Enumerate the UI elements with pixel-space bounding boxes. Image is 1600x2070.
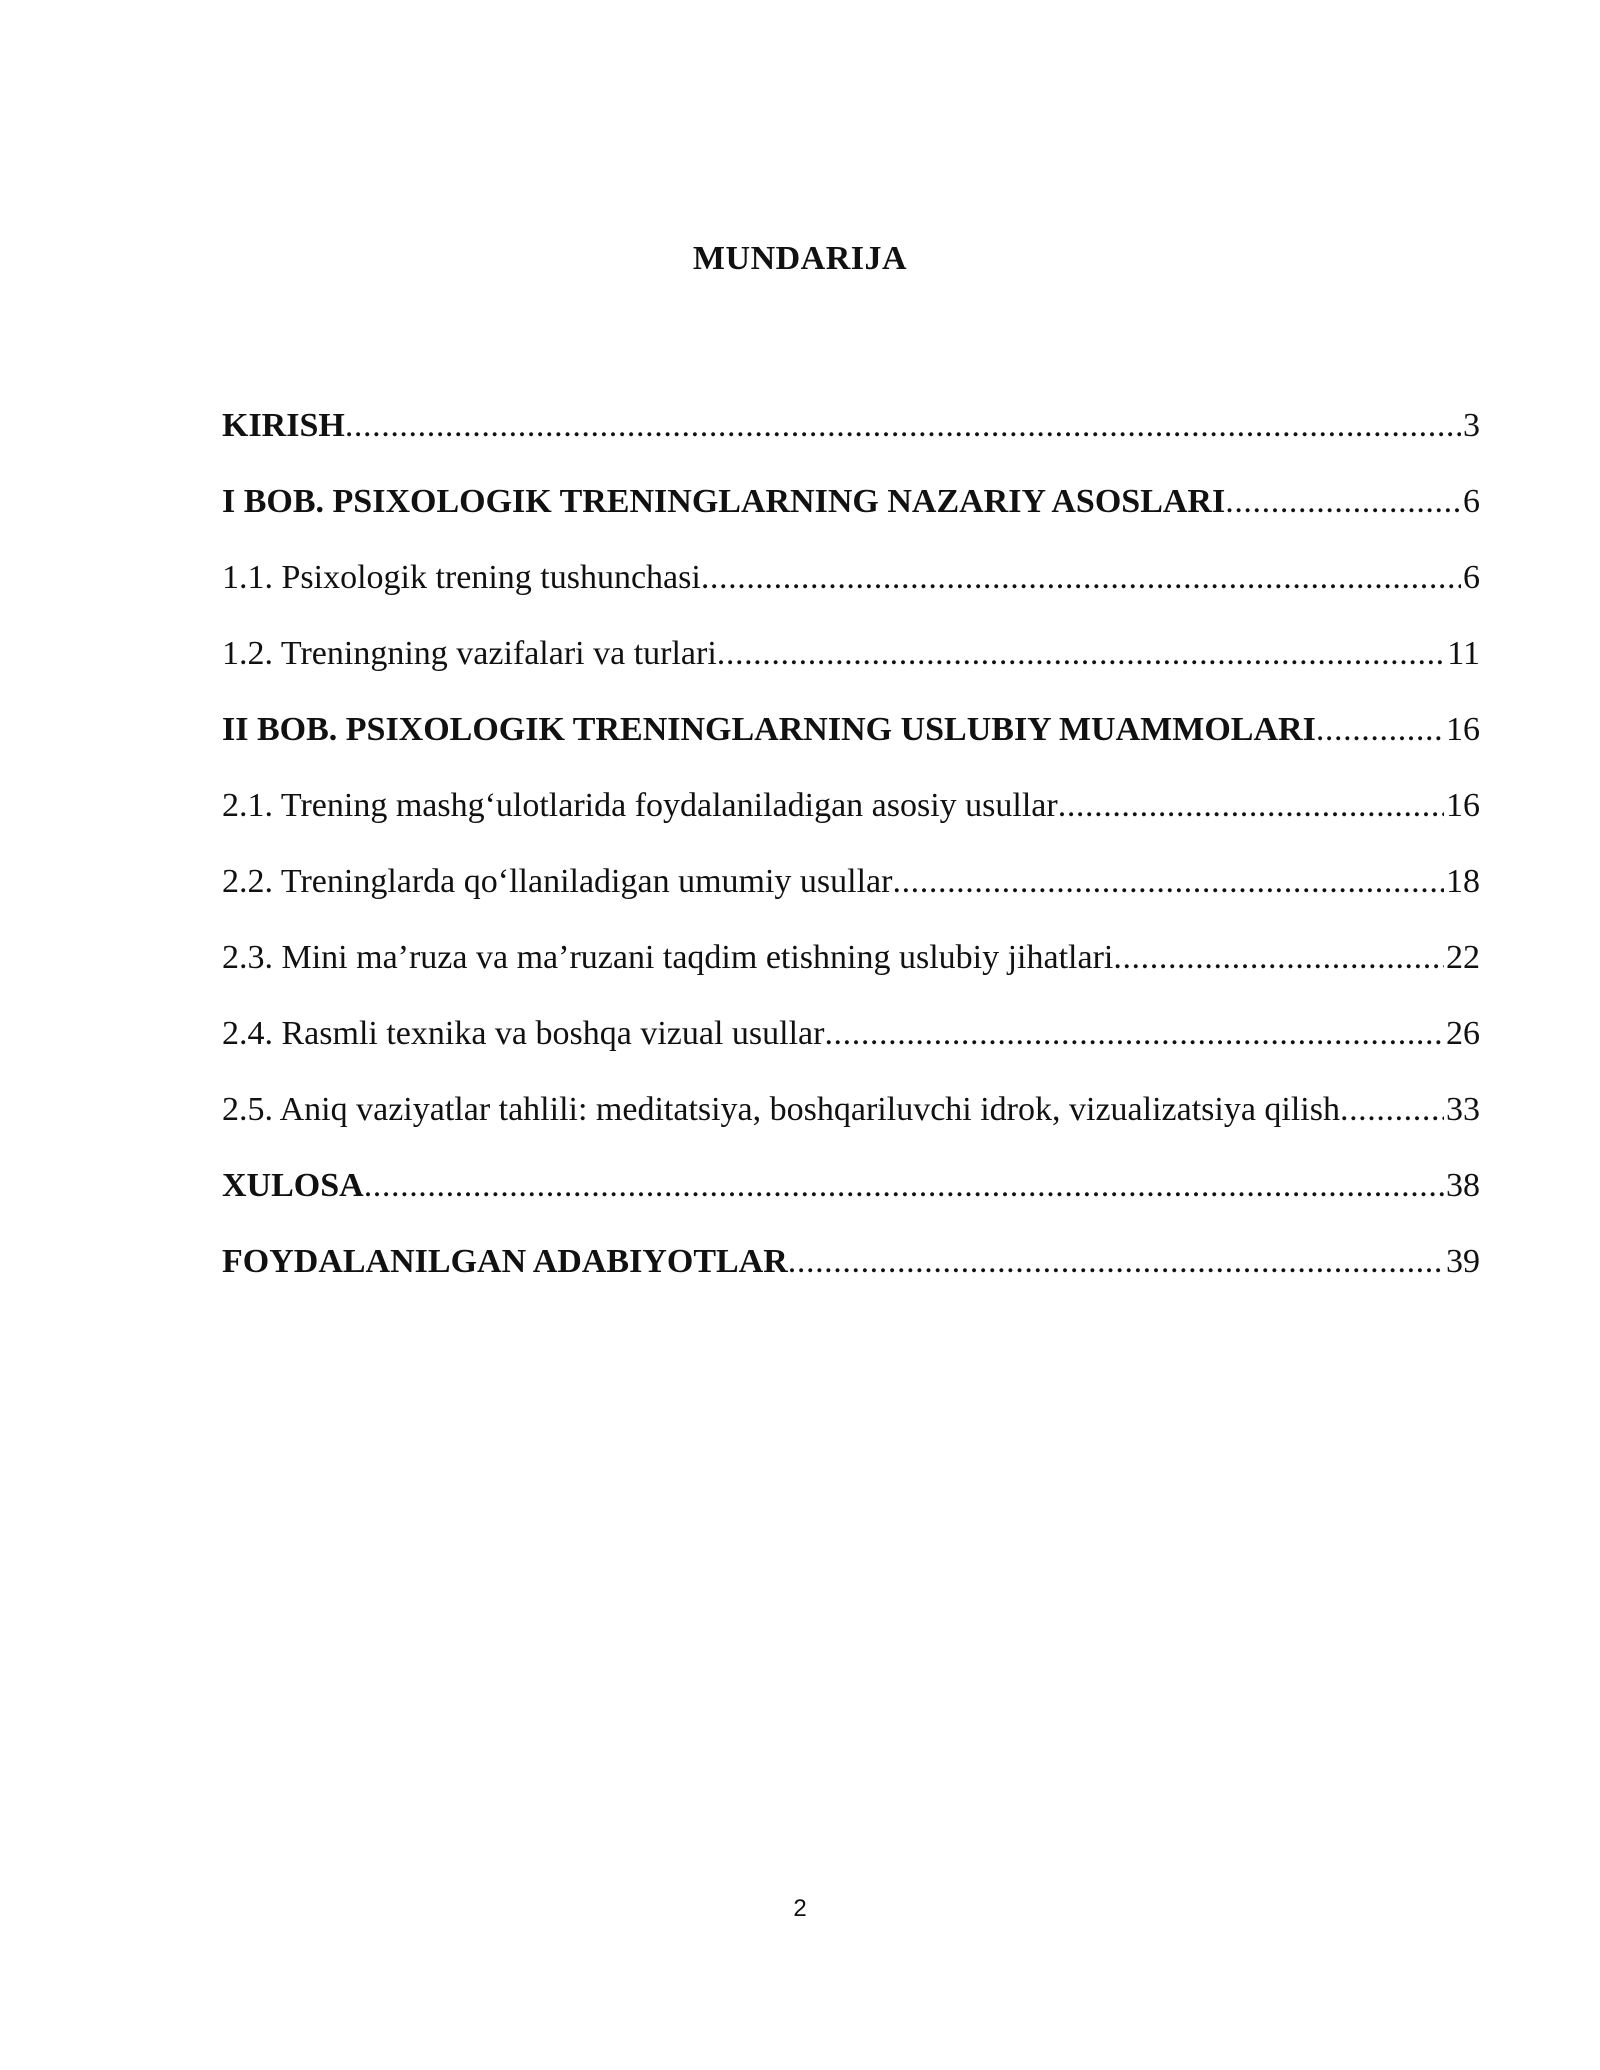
toc-entry-label: 1.1. Psixologik trening tushunchasi [222,559,701,596]
toc-entry-label: XULOSA [222,1167,364,1204]
toc-entry-section-1-1[interactable] [222,540,1480,616]
toc-entry-page: 38 [1446,1167,1480,1204]
toc-entry-page: 39 [1446,1243,1480,1280]
toc-entry-label: KIRISH [222,407,345,444]
toc-entry-label: II BOB. PSIXOLOGIK TRENINGLARNING USLUBIY MUAMMOLARI [222,711,1316,748]
toc-entry-chapter-2[interactable] [222,692,1480,768]
toc-entry-label: 2.3. Mini ma’ruza va ma’ruzani taqdim etishning uslubiy jihatlari [222,939,1114,976]
toc-dot-leader [824,996,1444,1072]
toc-entry-section-2-5[interactable] [222,1072,1480,1148]
toc-entry-page: 22 [1446,939,1480,976]
toc-dot-leader [1225,464,1461,540]
toc-entry-section-2-1[interactable] [222,768,1480,844]
toc-entry-page: 18 [1446,863,1480,900]
toc-entry-section-2-4[interactable] [222,996,1480,1072]
toc-dot-leader [717,616,1445,692]
toc-entry-page: 6 [1463,483,1480,520]
toc-dot-leader [1340,1072,1444,1148]
toc-entry-label: 2.2. Treninglarda qo‘llaniladigan umumiy usullar [222,863,893,900]
toc-entry-kirish[interactable] [222,388,1480,464]
page-title: MUNDARIJA [692,240,908,277]
toc-entry-page: 3 [1463,407,1480,444]
toc-entry-page: 16 [1446,787,1480,824]
toc-entry-xulosa[interactable] [222,1148,1480,1224]
toc-entry-label: FOYDALANILGAN ADABIYOTLAR [222,1243,788,1280]
toc-entry-page: 16 [1446,711,1480,748]
toc-entry-page: 33 [1446,1091,1480,1128]
toc-dot-leader [364,1148,1444,1224]
toc-dot-leader [1316,692,1444,768]
toc-dot-leader [345,388,1461,464]
page-number: 2 [793,1895,807,1922]
toc-dot-leader [701,540,1461,616]
toc-entry-page: 6 [1463,559,1480,596]
toc-entry-page: 26 [1446,1015,1480,1052]
toc-entry-chapter-1[interactable] [222,464,1480,540]
toc-dot-leader [1113,920,1444,996]
toc-entry-label: 2.4. Rasmli texnika va boshqa vizual usullar [222,1015,825,1052]
toc-entry-label: 2.1. Trening mashg‘ulotlarida foydalaniladigan asosiy usullar [222,787,1058,824]
toc-entry-label: I BOB. PSIXOLOGIK TRENINGLARNING NAZARIY ASOSLARI [222,483,1226,520]
toc-dot-leader [892,844,1444,920]
toc-entry-label: 1.2. Treningning vazifalari va turlari [222,635,717,672]
toc-entry-section-2-3[interactable] [222,920,1480,996]
toc-entry-page: 11 [1447,635,1480,672]
toc-entry-section-2-2[interactable] [222,844,1480,920]
toc-dot-leader [788,1224,1444,1300]
toc-dot-leader [1058,768,1444,844]
table-of-contents [222,388,1480,1300]
toc-entry-section-1-2[interactable] [222,616,1480,692]
toc-entry-label: 2.5. Aniq vaziyatlar tahlili: meditatsiya, boshqariluvchi idrok, vizualizatsiya qilish [222,1091,1340,1128]
toc-entry-references[interactable] [222,1224,1480,1300]
